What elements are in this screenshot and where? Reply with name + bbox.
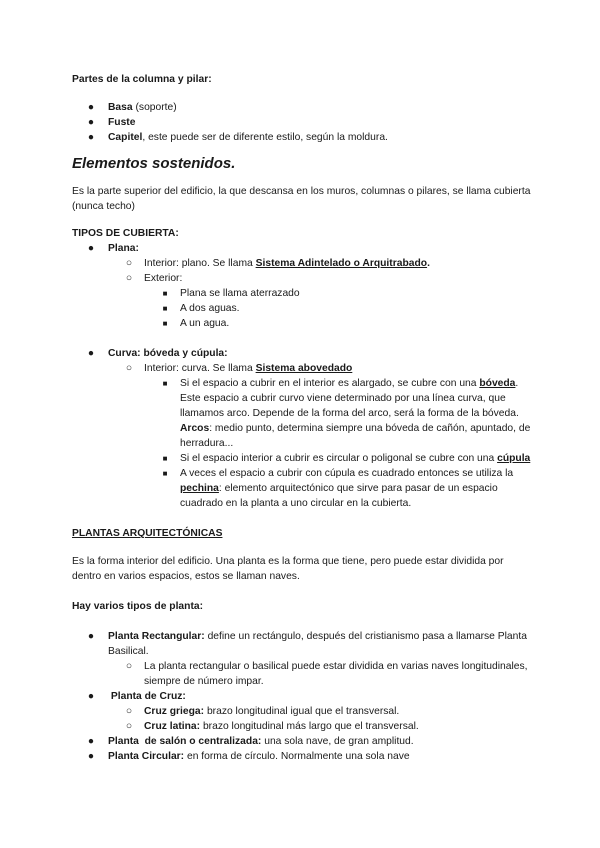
list-item: ● Capitel, este puede ser de diferente estilo, según la moldura. [87,132,388,143]
tipos-cubierta-list [72,241,532,511]
section-heading-partes: Partes de la columna y pilar: [72,74,212,85]
list-item-plana: ● Plana: [87,243,139,254]
bullet-square-icon: ■ [162,379,168,388]
list-item: ■ A un agua. [72,316,532,331]
link-boveda[interactable]: bóveda [479,378,516,389]
list-item: ○ Cruz latina: brazo longitudinal más largo que el transversal. [125,721,419,732]
section-title-elementos: Elementos sostenidos. [72,155,236,172]
list-item: ○ Interior: curva. Se llama Sistema abovedado [125,363,353,374]
tipos-cubierta-heading: TIPOS DE CUBIERTA: [72,228,179,239]
list-item: ● Fuste [87,117,136,128]
bullet-disc-icon: ● [87,132,95,143]
partes-list [72,100,532,145]
intro-cubierta: Es la parte superior del edificio, la que descansa en los muros, columnas o pilares, se llama cubierta (nunca techo) [72,186,531,212]
bullet-disc-icon: ● [87,348,95,359]
bullet-circle-icon: ○ [125,273,133,284]
list-item: ○ Cruz griega: brazo longitudinal igual que el transversal. [125,706,400,717]
list-item: ■ Plana se llama aterrazado [72,286,532,301]
bullet-circle-icon: ○ [125,706,133,717]
list-item: ■ Si el espacio interior a cubrir es circular o poligonal se cubre con una cúpula [72,451,532,466]
intro-plantas: Es la forma interior del edificio. Una planta es la forma que tiene, pero puede estar dividida por dentro en varios espacios, estos se llaman naves. [72,556,504,582]
bullet-disc-icon: ● [87,631,95,642]
section-heading-plantas: PLANTAS ARQUITECTÓNICAS [72,528,223,539]
bullet-circle-icon: ○ [125,721,133,732]
bullet-square-icon: ■ [162,454,168,463]
list-item: ● Basa (soporte) [87,102,177,113]
link-sistema-adintelado[interactable]: Sistema Adintelado o Arquitrabado [255,258,428,269]
list-item-rectangular: ● Planta Rectangular: define un rectángulo, después del cristianismo pasa a llamarse Planta Basilical. [87,631,527,657]
link-pechina[interactable]: pechina [180,483,219,494]
list-item-circular: ● Planta Circular: en forma de círculo. Normalmente una sola nave [87,751,410,762]
list-item: ○ Interior: plano. Se llama Sistema Adintelado o Arquitrabado. [125,258,430,269]
bullet-circle-icon: ○ [125,258,133,269]
list-item: ○ La planta rectangular o basilical puede estar dividida en varias naves longitudinales, siempre de número impar. [125,661,528,687]
document-page [72,70,532,764]
list-item: ■ A dos aguas. [72,301,532,316]
tipos-planta-heading: Hay varios tipos de planta: [72,601,204,612]
bullet-square-icon: ■ [162,469,168,478]
bullet-disc-icon: ● [87,736,95,747]
bullet-circle-icon: ○ [125,661,133,672]
bullet-square-icon: ■ [162,304,168,313]
bullet-disc-icon: ● [87,751,95,762]
list-item: ○ Exterior: [125,273,183,284]
list-item: ■ Si el espacio a cubrir en el interior es alargado, se cubre con una bóveda. Este espacio a cubrir curvo viene determinado por una línea curva, que llamamos arco. Depende de la forma del arco, será la forma de la bóveda. Arcos: medio punto, determina siempre una bóveda de cañón, apuntado, de herradura... [72,376,532,451]
bullet-disc-icon: ● [87,691,95,702]
link-cupula[interactable]: cúpula [497,453,531,464]
bullet-square-icon: ■ [162,319,168,328]
tipos-planta-list [72,629,532,764]
list-item-curva: ● Curva: bóveda y cúpula: [87,348,228,359]
bullet-disc-icon: ● [87,243,95,254]
list-item-cruz: ● Planta de Cruz: [87,691,186,702]
list-item-salon: ● Planta de salón o centralizada: una sola nave, de gran amplitud. [87,736,414,747]
bullet-disc-icon: ● [87,102,95,113]
list-item: ■ A veces el espacio a cubrir con cúpula es cuadrado entonces se utiliza la pechina: elemento arquitectónico que sirve para pasar de un espacio cuadrado en la planta a uno circular en la cubierta. [72,466,532,511]
bullet-circle-icon: ○ [125,363,133,374]
bullet-disc-icon: ● [87,117,95,128]
link-sistema-abovedado[interactable]: Sistema abovedado [255,363,353,374]
bullet-square-icon: ■ [162,289,168,298]
